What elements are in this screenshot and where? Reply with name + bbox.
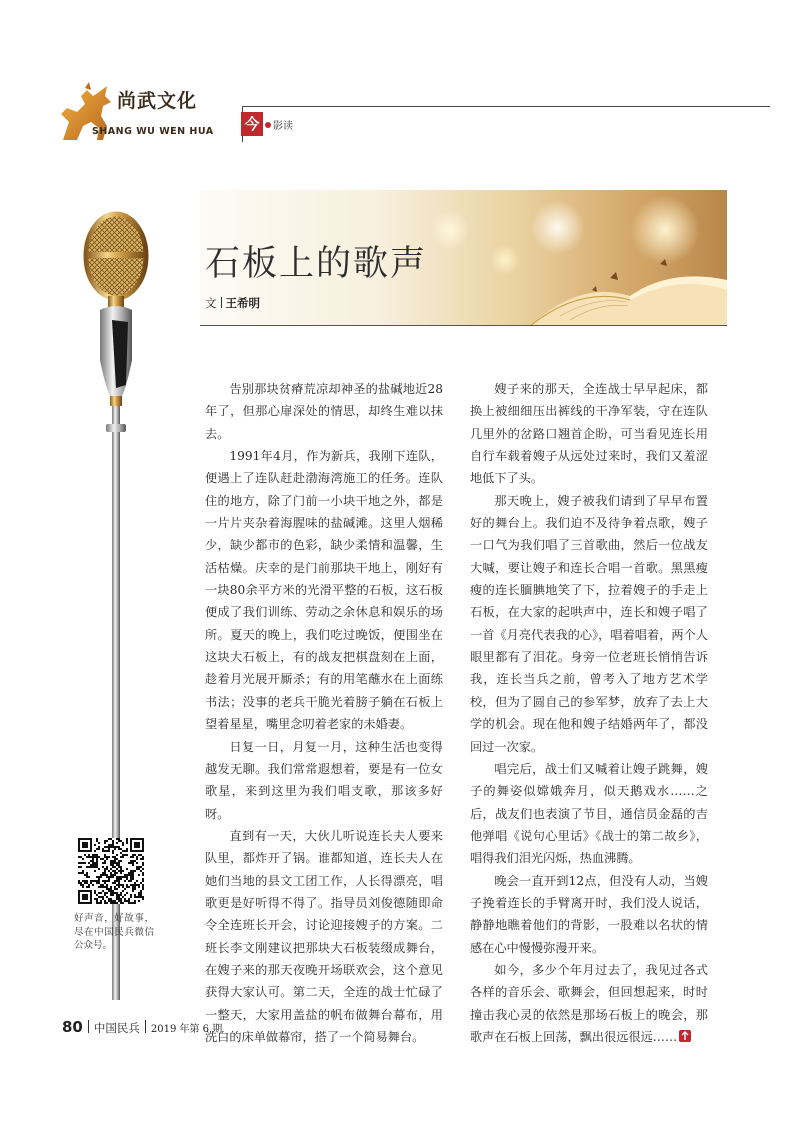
brand-logo [55, 82, 225, 142]
article-column-left [205, 378, 443, 1048]
brand-subtitle: SHANG WU WEN HUA [92, 126, 214, 137]
section-label [265, 117, 293, 132]
brand-title: 尚武文化 [117, 90, 198, 112]
qr-caption: 好声音，好故事，尽在中国民兵微信公众号。 [74, 913, 154, 951]
paragraph: 1991年4月，作为新兵，我刚下连队，便遇上了连队赶赴渤海湾施工的任务。连队住的地方，除了门前一小块干地之外，都是一片片夹杂着海腥味的盐碱滩。这里人烟稀少，缺少都市的色彩，缺少柔情和温馨，生活枯燥。庆幸的是门前那块干地上，刚好有一块80余平方米的光滑平整的石板，这石板便成了我们训练、劳动之余休息和娱乐的场所。夏天的晚上，我们吃过晚饭，便围坐在这块大石板上，有的战友把棋盘刻在上面，趁着月光展开厮杀；有的用笔蘸水在上面练书法；没事的老兵干脆光着膀子躺在石板上望着星星，嘴里念叨着老家的未婚妻。 [205, 449, 443, 732]
footer-divider [88, 1020, 89, 1033]
bullet-dot-icon [265, 122, 271, 128]
paragraph: 告别那块贫瘠荒凉却神圣的盐碱地近28年了，但那心扉深处的情思，却终生难以抹去。 [205, 382, 443, 441]
paragraph: 嫂子来的那天，全连战士早早起床，都换上被细细压出裤线的干净军装，守在连队几里外的岔路口翘首企盼，可当看见连长用自行车载着嫂子从远处过来时，我们又羞涩地低下了头。 [470, 382, 708, 486]
title-rule [200, 325, 727, 326]
paragraph: 晚会一直开到12点，但没有人动，当嫂子挽着连长的手臂离开时，我们没人说话，静静地瞧着他们的背影，一股难以名状的情感在心中慢慢弥漫开来。 [470, 873, 708, 955]
bokeh-light [490, 245, 520, 275]
section-badge: 今 [241, 112, 263, 136]
paragraph: 直到有一天，大伙儿听说连长夫人要来队里，都炸开了锅。谁都知道，连长夫人在她们当地的县文工团工作，人长得漂亮，唱歌更是好听得不得了。指导员刘俊德随即命令全连班长开会，讨论迎接嫂子的方案。二班长李文刚建议把那块大石板装缀成舞台，在嫂子来的那天夜晚开场联欢会，这个意见获得大家认可。第二天，全连的战士忙碌了一整天，大家用盖盐的帆布做舞台幕布，用洗白的床单做幕帘，搭了一个简易舞台。 [205, 828, 443, 1044]
end-mark-icon [679, 1030, 691, 1042]
page-number: 80 [62, 1018, 83, 1036]
article-column-right [470, 378, 708, 1048]
bokeh-light [430, 210, 470, 250]
magazine-name: 中国民兵 [93, 1021, 140, 1035]
issue-label: 2019 年第 6 期 [150, 1024, 223, 1035]
author-line [205, 295, 260, 311]
section-name: 影读 [273, 121, 293, 132]
paragraph: 如今，多少个年月过去了，我见过各式各样的音乐会、歌舞会，但回想起来，时时撞击我心灵的依然是那场石板上的晚会，那歌声在石板上回荡，飘出很远很远…… [470, 962, 708, 1044]
paragraph: 那天晚上，嫂子被我们请到了早早布置好的舞台上。我们迫不及待争着点歌，嫂子一口气为我们唱了三首歌曲，然后一位战友大喊，要让嫂子和连长合唱一首歌。黑黑瘦瘦的连长腼腆地笑了下，拉着嫂子的手走上石板，在大家的起哄声中，连长和嫂子唱了一首《月亮代表我的心》，唱着唱着，两个人眼里都有了泪花。身旁一位老班长悄悄告诉我，连长当兵之前，曾考入了地方艺术学校，但为了圆自己的参军梦，放弃了去上大学的机会。现在他和嫂子结婚两年了，都没回过一次家。 [470, 493, 708, 754]
page-footer [62, 1017, 222, 1036]
paragraph: 日复一日，月复一月，这种生活也变得越发无聊。我们常常遐想着，要是有一位女歌星，来到这里为我们唱支歌，那该多好呀。 [205, 739, 443, 821]
author-prefix: 文 [205, 296, 217, 310]
paragraph: 唱完后，战士们又喊着让嫂子跳舞，嫂子的舞姿似嫦娥奔月，似天鹅戏水……之后，战友们也表演了节目，通信员金磊的吉他弹唱《说句心里话》《战士的第二故乡》，唱得我们泪光闪烁，热血沸腾。 [470, 761, 708, 866]
footer-divider [145, 1020, 146, 1033]
article-title: 石板上的歌声 [205, 244, 428, 284]
author-divider [221, 297, 222, 308]
open-book-icon [520, 250, 727, 326]
header-rule [242, 106, 770, 107]
bokeh-light [530, 200, 585, 255]
author-name: 王希明 [225, 296, 260, 310]
paragraph-last [470, 959, 708, 1048]
wechat-qr-code[interactable] [78, 838, 144, 904]
